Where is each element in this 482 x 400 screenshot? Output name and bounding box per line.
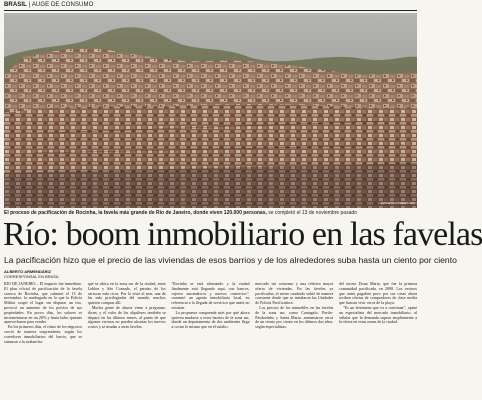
byline-name: ALBERTO ARMENDÁRIZ — [4, 269, 52, 274]
headline: Río: boom inmobiliario en las favelas — [3, 216, 482, 253]
byline-role: CORRESPONSAL EN BRASIL — [4, 274, 60, 279]
article-column — [255, 282, 333, 398]
paragraph: La propuesta comprende más por qué ahora quieren mudarse a estos barrios de la zona sur, donde un departamento de dos ambientes llega a costar lo mismo que en el asfalto. — [171, 309, 250, 330]
article-body — [4, 282, 417, 398]
paragraph: que se ubica en la zona sur de la ciudad, entre Leblon y São Conrado, el paraíso de los cariocas más ricos. Por la vista al mar, una de las más privilegiadas del mundo, muchos quieren comprar allí. — [87, 281, 166, 306]
caption-rest: se completó el 13 de noviembre pasado — [266, 210, 357, 216]
paragraph: "Es un fenómeno que va a continuar", opinó un especialista del mercado inmobiliario, al señalar que la demanda supera ampliamente a la oferta en estas zonas de la ciudad. — [339, 304, 417, 325]
section-rule — [4, 10, 417, 11]
paragraph: RIO DE JANEIRO.– El impacto fue inmediato. El plan oficial de pacificación de la favela carioca de Rocinha, que culminó el 13 de noviembre, la madrugada en la que la Policía Militar ocupó el lugar sin disparar un tiro, provocó un aumento de los precios de sus propiedades. En pocos días, los valores se incrementaron en un 20% y hasta hubo quienes aprovecharon para vender. — [4, 281, 82, 325]
paragraph: del morro Dona Marta, que fue la primera comunidad pacificada, en 2008. Los vecinos que antes pagaban poco por sus casas ahora reciben ofertas de compradores de clase media que buscan vivir cerca de la playa. — [339, 281, 417, 306]
paragraph: "Rocinha se está afirmando y la ciudad finalmente está llegando aquí, con bancos, cajeros automáticos y nuevos comercios", comentó un agente inmobiliario local, en referencia a la llegada de servicios que antes no existían. — [171, 281, 250, 310]
byline — [4, 269, 59, 279]
paragraph: Los precios de los inmuebles en las favelas de la zona sur, como Cantagalo, Pavão-Pavãozinho y Santa Marta, aumentaron cerca de un ciento por ciento en los últimos dos años, según especialistas. — [255, 304, 334, 330]
article-column — [4, 282, 82, 398]
paragraph: En los primeros días, el ritmo de los negocios creció de manera sorprendente, según los corredores inmobiliarios del barrio, que se sumaron a la avalancha. — [4, 324, 82, 344]
article-column — [339, 282, 417, 398]
section-topic: AUGE DE CONSUMO — [31, 2, 94, 8]
subheadline: La pacificación hizo que el precio de las viviendas de esos barrios y de los alrededores suba hasta un ciento por ciento — [4, 255, 457, 265]
paragraph: Mucha gente de afuera viene a preguntar, dicen, y el valor de los alquileres también se disparó en los últimos meses, al punto de que algunos vecinos no pueden afrontar los nuevos costos y se mudan a otras favelas. — [87, 304, 166, 330]
photo-credit: ALBERTO ARMENDÁRIZ — [380, 201, 415, 205]
article-column — [88, 282, 166, 398]
section-name: BRASIL — [4, 2, 27, 8]
paragraph: mercado sin consenso y una relativa mayor oferta de viviendas. En las favelas ya pacificadas, el metro cuadrado subió de manera constante desde que se instalaron las Unidades de Policía Pacificadora. — [255, 281, 334, 306]
section-separator: | — [28, 2, 32, 8]
favela-photo — [4, 13, 417, 208]
article-column — [172, 282, 250, 398]
section-header — [4, 2, 93, 8]
caption-lead: El proceso de pacificación de Rocinha, la favela más grande de Río de Janeiro, donde viven 120.000 personas, — [4, 210, 267, 216]
